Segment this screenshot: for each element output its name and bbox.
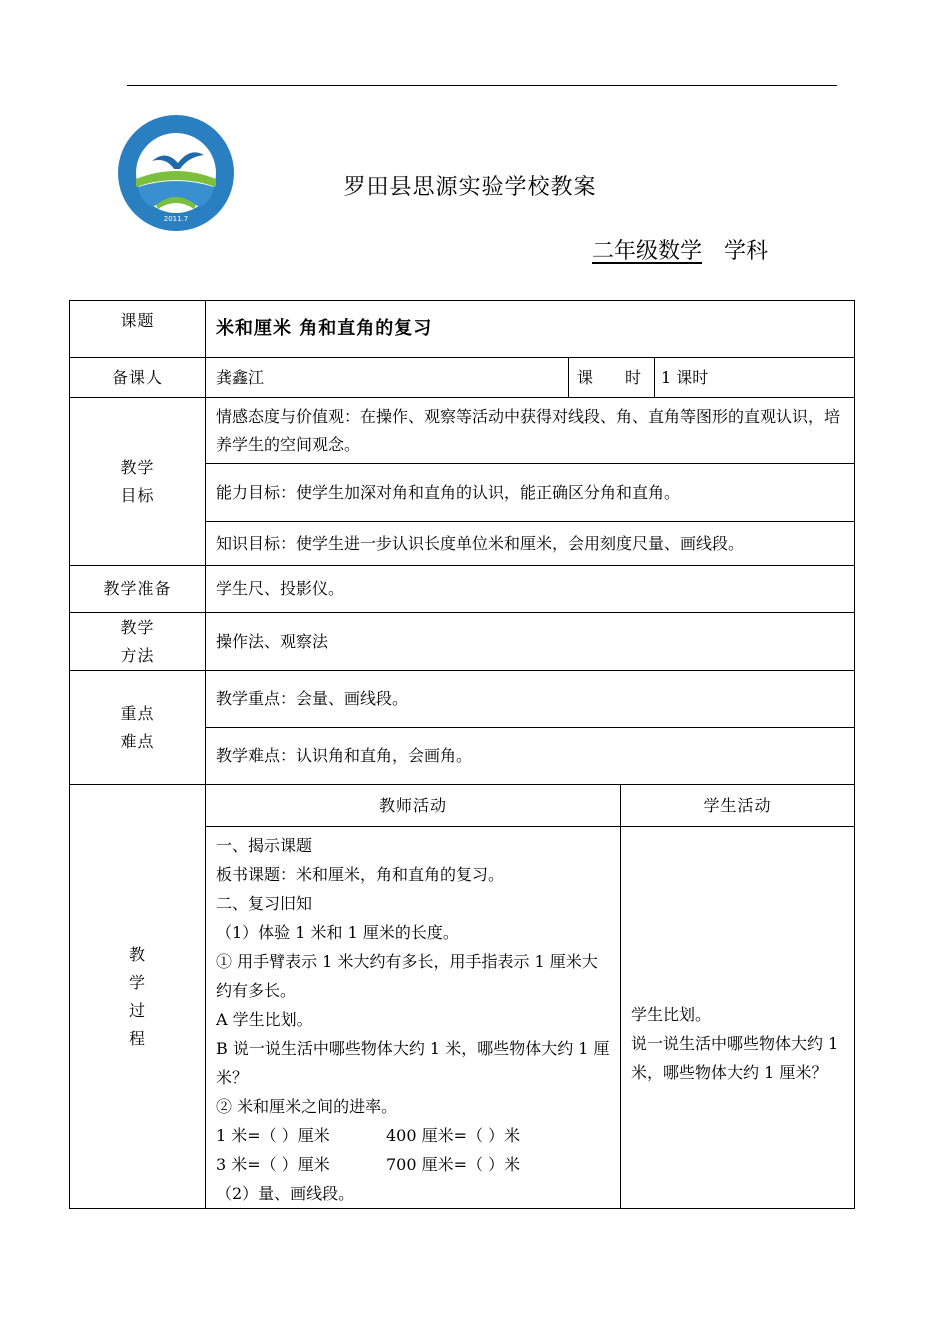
hours-value: 1 课时 [655,358,855,398]
key-point-row [70,671,855,728]
key-label-line2: 难点 [120,731,155,751]
school-emblem-icon [116,113,236,233]
student-activity-header: 学生活动 [621,785,855,827]
process-label-char: 学 [128,972,146,992]
key-label-line1: 重点 [120,703,155,723]
teacher-line: 二、复习旧知 [216,894,313,913]
emblem-year: 2011.7 [163,215,189,223]
topic-label: 课题 [70,301,206,358]
process-label-char: 教 [128,944,146,964]
preparer-value: 龚鑫江 [206,358,569,398]
preparer-label: 备课人 [70,358,206,398]
subject-suffix: 学科 [724,239,769,264]
method-row [70,613,855,671]
goals-label-line2: 目标 [120,485,155,505]
method-value: 操作法、观察法 [206,613,855,671]
goal-knowledge: 知识目标：使学生进一步认识长度单位米和厘米，会用刻度尺量、画线段。 [206,522,855,566]
teacher-line: ② 米和厘米之间的进率。 [216,1097,398,1116]
topic-row [70,301,855,358]
goals-label [70,398,206,566]
method-label-line1: 教学 [120,617,155,637]
student-activity-content [621,827,855,1209]
school-title: 罗田县思源实验学校教案 [343,175,597,200]
conversion-line [216,1150,610,1179]
conversion-line [216,1121,610,1150]
prep-row [70,566,855,613]
teacher-line: 一、揭示课题 [216,836,313,855]
hours-label: 课 时 [569,358,655,398]
teacher-line: （2）量、画线段。 [216,1184,355,1203]
conversion-item: 3 米=（ ）厘米 [216,1155,330,1174]
student-line: 说一说生活中哪些物体大约 1 米，哪些物体大约 1 厘米？ [631,1034,839,1082]
teacher-line: A 学生比划。 [216,1010,313,1029]
goals-label-line1: 教学 [120,457,155,477]
topic-value: 米和厘米 角和直角的复习 [206,301,855,358]
teacher-line: （1）体验 1 米和 1 厘米的长度。 [216,923,459,942]
process-header-row [70,785,855,827]
teacher-line: ① 用手臂表示 1 米大约有多长，用手指表示 1 厘米大约有多长。 [216,952,598,1000]
goal-emotion-row [70,398,855,464]
method-label-line2: 方法 [120,645,155,665]
teacher-activity-header: 教师活动 [206,785,621,827]
teacher-activity-content [206,827,621,1209]
key-label [70,671,206,785]
teacher-line: B 说一说生活中哪些物体大约 1 米，哪些物体大约 1 厘米？ [216,1039,610,1087]
goal-emotion: 情感态度与价值观：在操作、观察等活动中获得对线段、角、直角等图形的直观认识，培养学生的空间观念。 [206,398,855,464]
process-label-char: 过 [128,1000,146,1020]
teacher-line: 板书课题：米和厘米，角和直角的复习。 [216,865,505,884]
conversion-item: 1 米=（ ）厘米 [216,1126,330,1145]
prep-value: 学生尺、投影仪。 [206,566,855,613]
goal-ability: 能力目标：使学生加深对角和直角的认识，能正确区分角和直角。 [206,464,855,522]
prep-label: 教学准备 [70,566,206,613]
preparer-row [70,358,855,398]
method-label [70,613,206,671]
subject-line [588,234,768,265]
process-label-char: 程 [128,1028,146,1048]
lesson-plan-table [69,300,855,1209]
header-rule [127,85,837,86]
conversion-item: 400 厘米=（ ）米 [386,1126,521,1145]
key-point: 教学重点：会量、画线段。 [206,671,855,728]
grade-subject: 二年级数学 [592,239,703,264]
difficult-point: 教学难点：认识角和直角，会画角。 [206,728,855,785]
conversion-item: 700 厘米=（ ）米 [386,1155,521,1174]
student-line: 学生比划。 [631,1005,712,1024]
process-label [70,785,206,1209]
